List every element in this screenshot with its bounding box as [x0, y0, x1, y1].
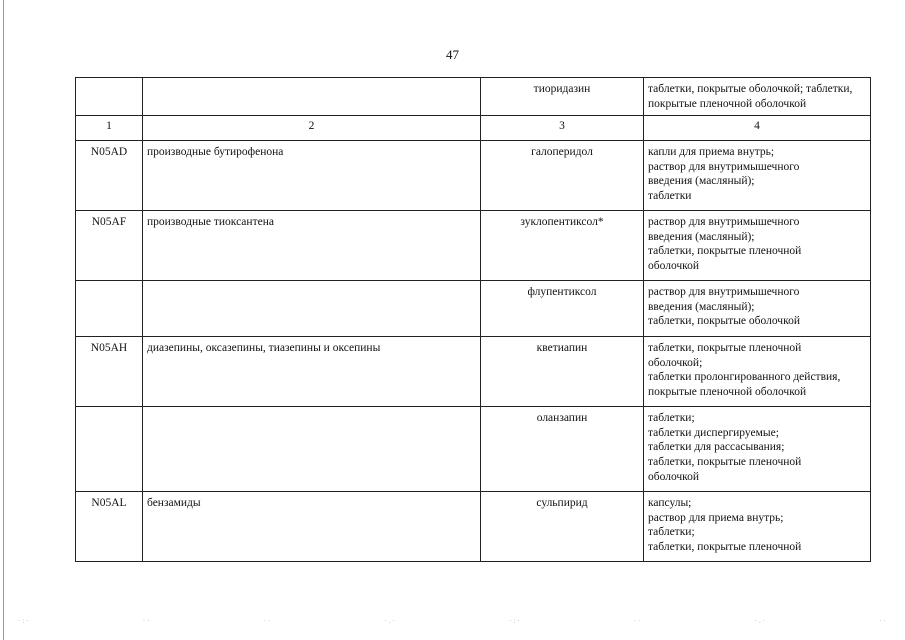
- cell-code: N05AF: [76, 211, 143, 281]
- form-line: введения (масляный);: [648, 175, 755, 188]
- form-line: раствор для внутримышечного: [648, 160, 800, 173]
- cell-code: N05AH: [76, 337, 143, 407]
- scan-dot: ··: [263, 617, 273, 625]
- form-line: таблетки диспергируемые;: [648, 426, 779, 439]
- scan-dot: ··: [633, 617, 643, 625]
- table-row: [76, 337, 871, 407]
- cell-drug: галоперидол: [481, 141, 644, 211]
- table-row: [76, 281, 871, 337]
- form-line: таблетки;: [648, 412, 695, 425]
- cell-group: производные бутирофенона: [143, 141, 481, 211]
- form-line: введения (масляный);: [648, 230, 755, 243]
- cell-group: [143, 407, 481, 492]
- scan-dot: ··: [142, 617, 152, 625]
- form-line: таблетки, покрытые оболочкой; таблетки,: [648, 83, 853, 95]
- column-number-row: [76, 116, 871, 141]
- cell-forms: [644, 78, 871, 116]
- cell-group: [143, 281, 481, 337]
- table-row: [76, 141, 871, 211]
- scan-artifacts: [18, 617, 888, 625]
- form-line: капсулы;: [648, 497, 692, 510]
- form-line: таблетки, покрытые пленочной: [648, 342, 802, 355]
- cell-code: [76, 407, 143, 492]
- column-number: 1: [76, 116, 143, 141]
- page-edge-line: [3, 0, 4, 640]
- cell-drug: зуклопентиксол*: [481, 211, 644, 281]
- form-line: оболочкой: [648, 470, 700, 483]
- form-line: капли для приема внутрь;: [648, 146, 775, 159]
- form-line: таблетки, покрытые пленочной: [648, 540, 802, 553]
- form-line: таблетки, покрытые оболочкой: [648, 315, 800, 328]
- form-line: таблетки, покрытые пленочной: [648, 455, 802, 468]
- scan-dot: ·.·: [384, 617, 397, 625]
- scan-dot: ··: [879, 617, 888, 625]
- column-number: 4: [644, 116, 871, 141]
- scan-dot: ·.·: [754, 617, 768, 625]
- cell-group: бензамиды: [143, 492, 481, 562]
- scan-dot: ·:·: [509, 617, 522, 625]
- cell-forms: [644, 337, 871, 407]
- drug-table: [75, 77, 871, 562]
- cell-code: N05AD: [76, 141, 143, 211]
- scan-dot: ·:·: [18, 617, 31, 625]
- form-line: раствор для приема внутрь;: [648, 511, 784, 524]
- cell-code: [76, 78, 143, 116]
- table-row: [76, 78, 871, 116]
- column-number: 2: [143, 116, 481, 141]
- cell-code: N05AL: [76, 492, 143, 562]
- cell-forms: [644, 407, 871, 492]
- form-line: таблетки для рассасывания;: [648, 441, 785, 454]
- table-row: [76, 211, 871, 281]
- table-row: [76, 407, 871, 492]
- cell-drug: кветиапин: [481, 337, 644, 407]
- page-number: 47: [446, 47, 459, 62]
- cell-drug: тиоридазин: [481, 78, 644, 116]
- cell-drug: флупентиксол: [481, 281, 644, 337]
- form-line: таблетки пролонгированного действия,: [648, 371, 841, 384]
- cell-drug: сульпирид: [481, 492, 644, 562]
- form-line: таблетки, покрытые пленочной: [648, 245, 802, 258]
- form-line: раствор для внутримышечного: [648, 286, 800, 299]
- cell-forms: [644, 492, 871, 562]
- form-line: введения (масляный);: [648, 300, 755, 313]
- cell-forms: [644, 141, 871, 211]
- cell-group: диазепины, оксазепины, тиазепины и оксепины: [143, 337, 481, 407]
- cell-group: производные тиоксантена: [143, 211, 481, 281]
- form-line: покрытые пленочной оболочкой: [648, 97, 807, 110]
- form-line: оболочкой: [648, 259, 700, 272]
- form-line: таблетки: [648, 189, 692, 202]
- cell-forms: [644, 281, 871, 337]
- table-row: [76, 492, 871, 562]
- form-line: оболочкой;: [648, 356, 703, 369]
- cell-code: [76, 281, 143, 337]
- cell-group: [143, 78, 481, 116]
- form-line: раствор для внутримышечного: [648, 216, 800, 229]
- form-line: таблетки;: [648, 526, 695, 539]
- cell-drug: оланзапин: [481, 407, 644, 492]
- cell-forms: [644, 211, 871, 281]
- column-number: 3: [481, 116, 644, 141]
- form-line: покрытые пленочной оболочкой: [648, 385, 807, 398]
